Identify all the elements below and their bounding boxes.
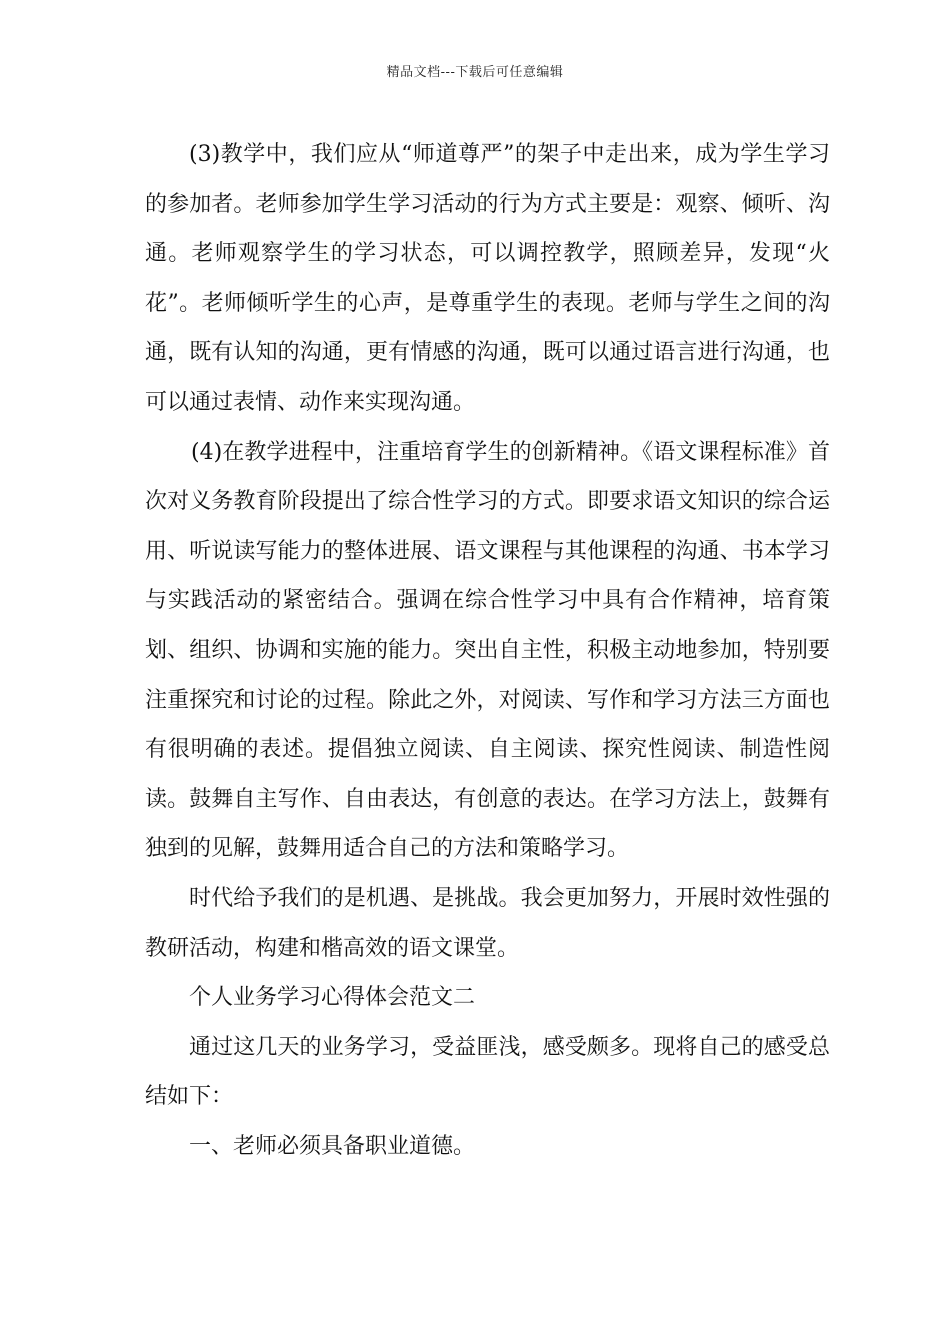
document-body — [145, 130, 830, 1171]
paragraph-teaching-participation: (3)教学中，我们应从“师道尊严”的架子中走出来，成为学生学习的参加者。老师参加学生学习活动的行为方式主要是：观察、倾听、沟通。老师观察学生的学习状态，可以调控教学，照顾差异，发现“火花”。老师倾听学生的心声，是尊重学生的表现。老师与学生之间的沟通，既有认知的沟通，更有情感的沟通，既可以通过语言进行沟通，也可以通过表情、动作来实现沟通。 — [145, 142, 830, 415]
paragraph-conclusion: 时代给予我们的是机遇、是挑战。我会更加努力，开展时效性强的教研活动，构建和楷高效的语文课堂。 — [145, 885, 830, 961]
heading-professional-ethics: 一、老师必须具备职业道德。 — [189, 1133, 476, 1159]
paragraph-intro-sample-two: 通过这几天的业务学习，受益匪浅，感受颇多。现将自己的感受总结如下： — [145, 1034, 830, 1110]
section-title-sample-two: 个人业务学习心得体会范文二 — [189, 985, 476, 1011]
paragraph-innovation-spirit: (4)在教学进程中，注重培育学生的创新精神。《语文课程标准》首次对义务教育阶段提出了综合性学习的方式。即要求语文知识的综合运用、听说读写能力的整体进展、语文课程与其他课程的沟通、书本学习与实践活动的紧密结合。强调在综合性学习中具有合作精神，培育策划、组织、协调和实施的能力。突出自主性，积极主动地参加，特别要注重探究和讨论的过程。除此之外，对阅读、写作和学习方法三方面也有很明确的表述。提倡独立阅读、自主阅读、探究性阅读、制造性阅读。鼓舞自主写作、自由表达，有创意的表达。在学习方法上，鼓舞有独到的见解，鼓舞用适合自己的方法和策略学习。 — [145, 439, 830, 862]
page-header: 精品文档---下载后可任意编辑 — [386, 65, 564, 80]
